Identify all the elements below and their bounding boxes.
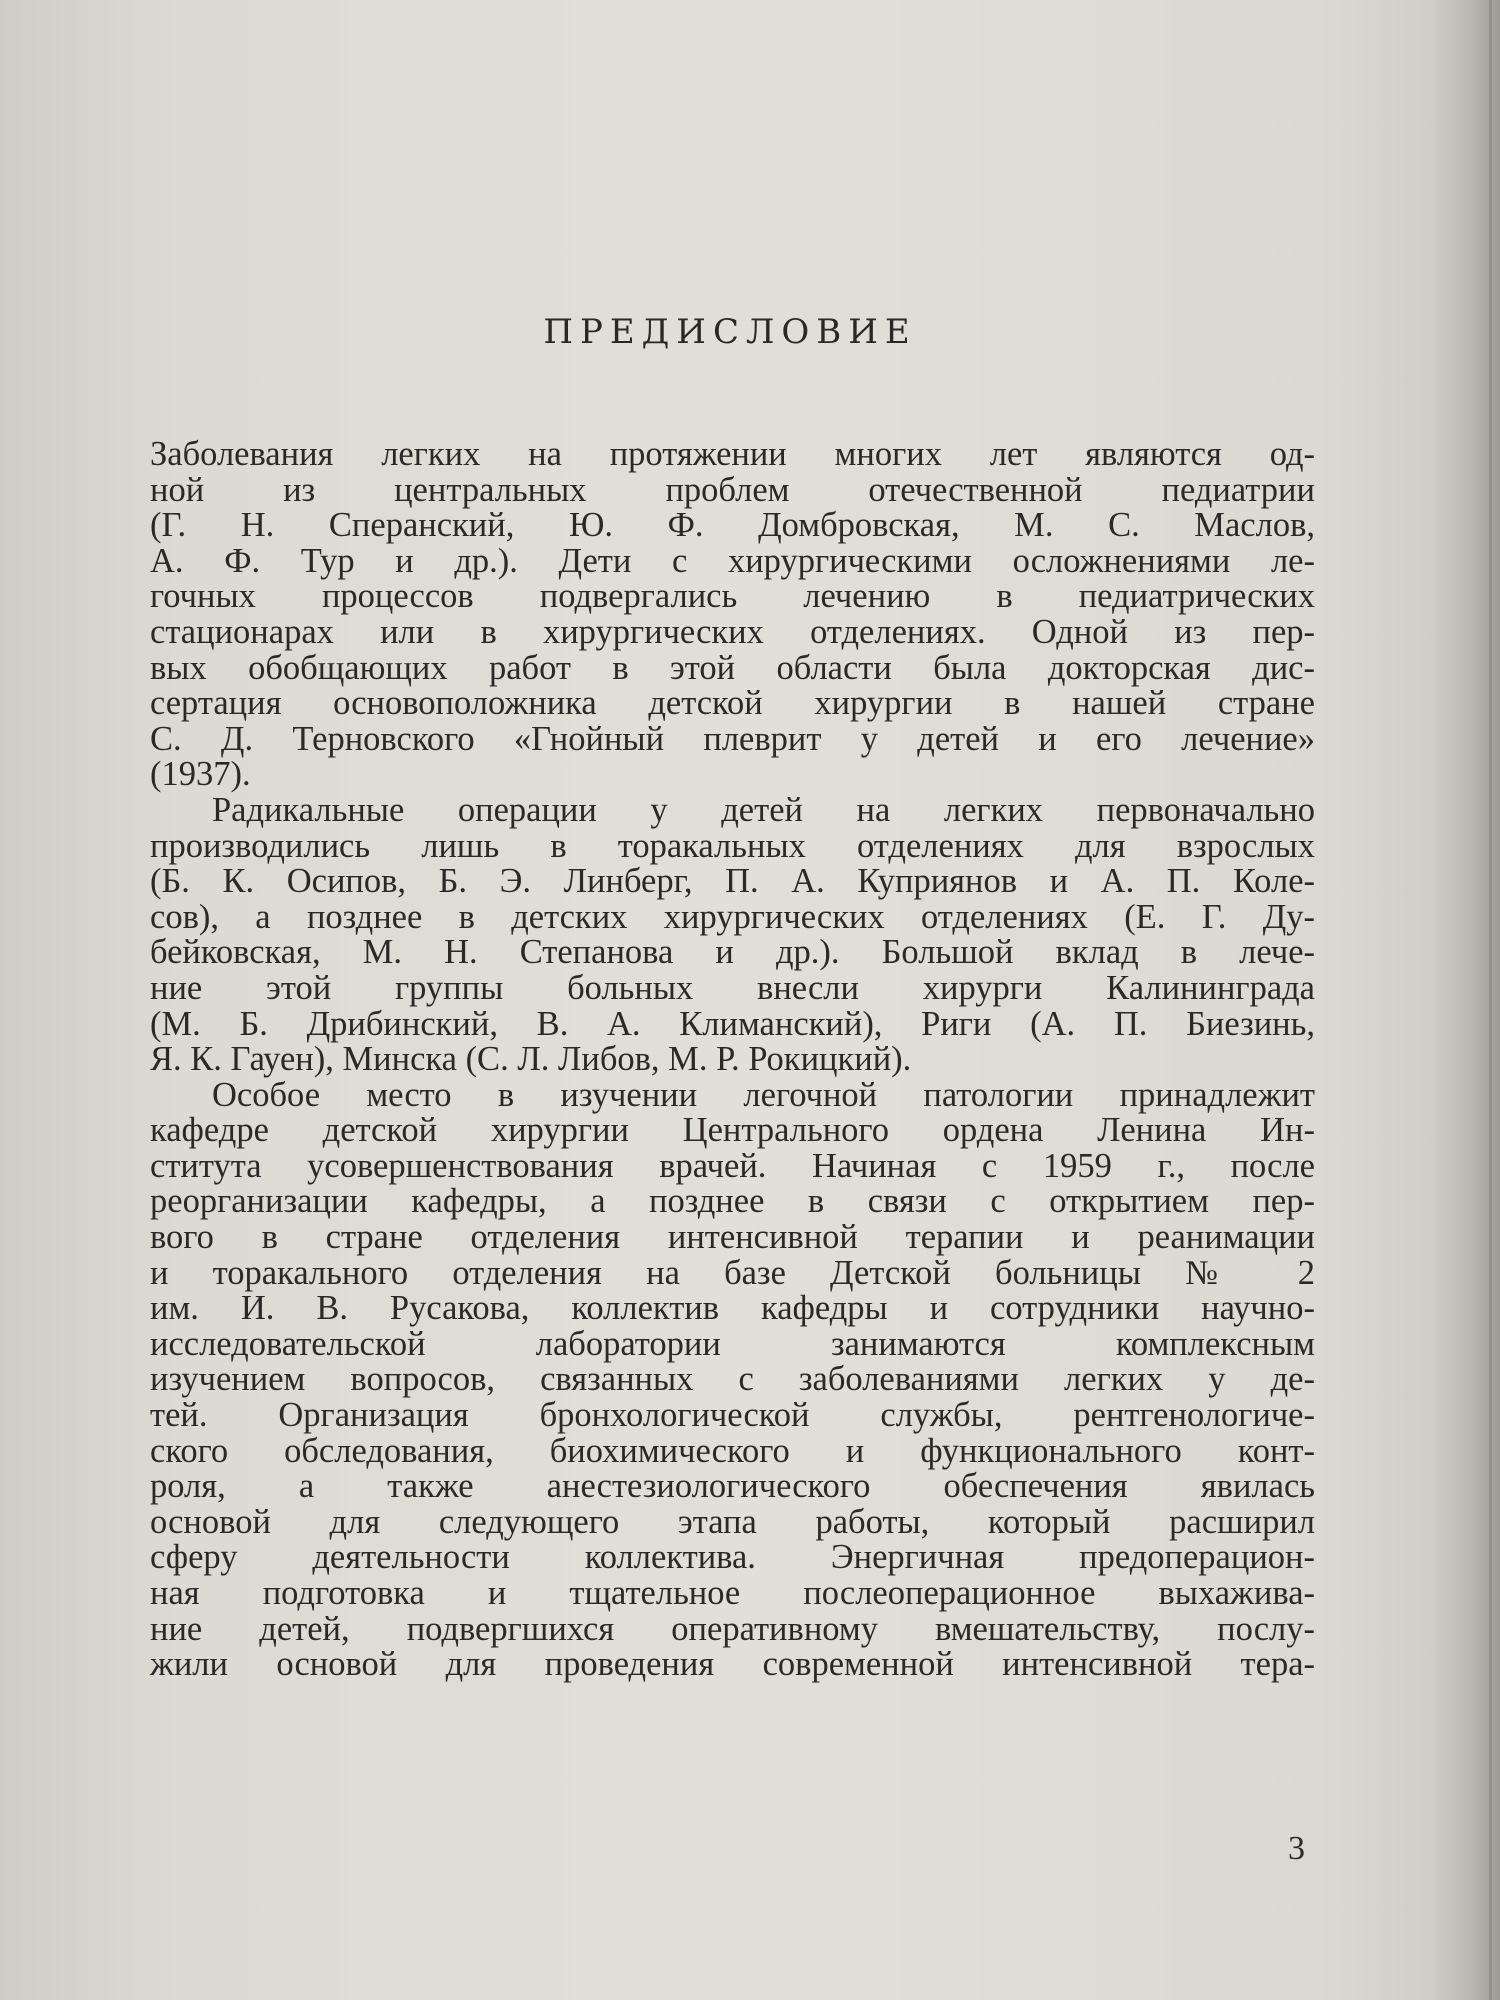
text-line: А. Ф. Тур и др.). Дети с хирургическими осложнениями ле- bbox=[150, 541, 1315, 580]
text-line: сов), а позднее в детских хирургических отделениях (Е. Г. Ду- bbox=[150, 897, 1315, 936]
text-line: жили основой для проведения современной интенсивной тера- bbox=[150, 1645, 1315, 1684]
text-line: сертация основоположника детской хирургии в нашей стране bbox=[150, 684, 1315, 723]
chapter-heading: ПРЕДИСЛОВИЕ bbox=[543, 312, 917, 352]
text-line: (М. Б. Дрибинский, В. А. Климанский), Риги (А. П. Биезинь, bbox=[150, 1004, 1315, 1043]
text-line: ститута усовершенствования врачей. Начиная с 1959 г., после bbox=[150, 1146, 1315, 1185]
text-line: ние детей, подвергшихся оперативному вмешательству, послу- bbox=[150, 1609, 1315, 1648]
text-line: исследовательской лаборатории занимаются комплексным bbox=[150, 1324, 1315, 1363]
text-line: вых обобщающих работ в этой области была докторская дис- bbox=[150, 648, 1315, 687]
text-line: (1937). bbox=[150, 755, 251, 794]
text-line: вого в стране отделения интенсивной терапии и реанимации bbox=[150, 1218, 1315, 1257]
text-line: кафедре детской хирургии Центрального ордена Ленина Ин- bbox=[150, 1111, 1315, 1150]
text-line: сферу деятельности коллектива. Энергичная предоперацион- bbox=[150, 1538, 1315, 1577]
text-line: гочных процессов подвергались лечению в педиатрических bbox=[150, 577, 1315, 616]
text-line: основой для следующего этапа работы, который расширил bbox=[150, 1502, 1315, 1541]
text-line: Особое место в изучении легочной патологии принадлежит bbox=[212, 1075, 1315, 1114]
text-line: Радикальные операции у детей на легких первоначально bbox=[212, 790, 1315, 829]
text-line: Заболевания легких на протяжении многих лет являются од- bbox=[150, 435, 1315, 473]
page-number: 3 bbox=[1288, 1830, 1305, 1867]
text-line: им. И. В. Русакова, коллектив кафедры и сотрудники научно- bbox=[150, 1289, 1315, 1328]
text-line: ная подготовка и тщательное послеоперационное выхажива- bbox=[150, 1574, 1315, 1612]
text-line: роля, а также анестезиологического обеспечения явилась bbox=[150, 1467, 1315, 1506]
text-line: (Б. К. Осипов, Б. Э. Линберг, П. А. Куприянов и А. П. Коле- bbox=[150, 862, 1315, 901]
text-line: и торакального отделения на базе Детской больницы № 2 bbox=[150, 1253, 1315, 1292]
text-line: тей. Организация бронхологической службы, рентгенологиче- bbox=[150, 1396, 1315, 1435]
text-line: производились лишь в торакальных отделениях для взрослых bbox=[150, 826, 1315, 865]
page-edge bbox=[1489, 0, 1492, 2000]
text-line: (Г. Н. Сперанский, Ю. Ф. Домбровская, М. С. Маслов, bbox=[150, 506, 1315, 545]
text-line: С. Д. Терновского «Гнойный плеврит у детей и его лечение» bbox=[150, 719, 1315, 758]
text-line: реорганизации кафедры, а позднее в связи с открытием пер- bbox=[150, 1182, 1315, 1221]
text-line: ского обследования, биохимического и функционального конт- bbox=[150, 1431, 1315, 1470]
text-line: бейковская, М. Н. Степанова и др.). Большой вклад в лече- bbox=[150, 933, 1315, 972]
text-line: ной из центральных проблем отечественной педиатрии bbox=[150, 470, 1315, 509]
body-text bbox=[150, 437, 1315, 1683]
text-line: изучением вопросов, связанных с заболеваниями легких у де- bbox=[150, 1360, 1315, 1399]
text-line: стационарах или в хирургических отделениях. Одной из пер- bbox=[150, 612, 1315, 651]
text-line: Я. К. Гауен), Минска (С. Л. Либов, М. Р. Рокицкий). bbox=[150, 1040, 912, 1079]
text-line: ние этой группы больных внесли хирурги Калининграда bbox=[150, 968, 1315, 1007]
